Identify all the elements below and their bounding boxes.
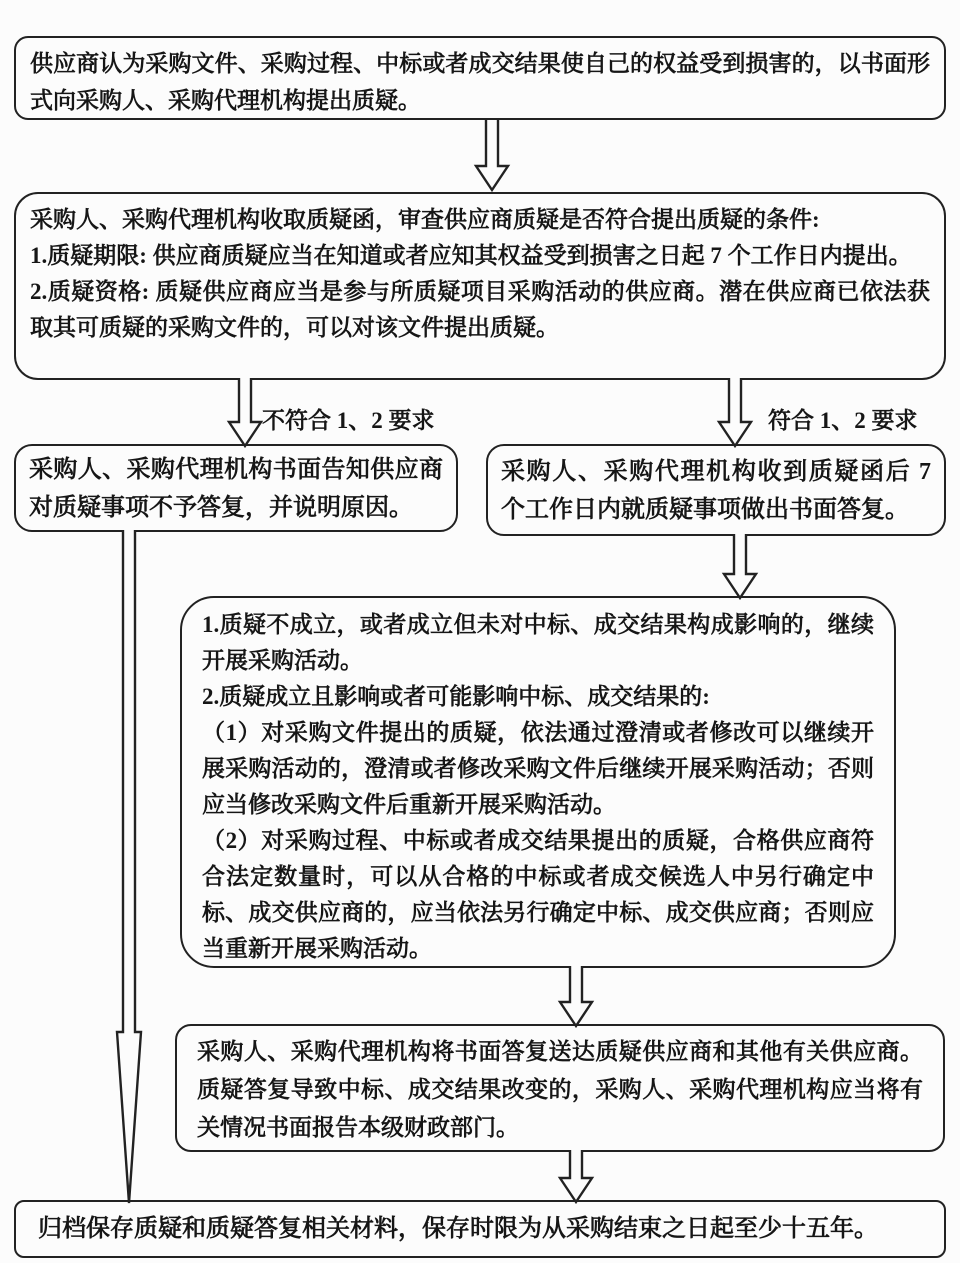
arrow-start-to-review — [476, 120, 508, 190]
node-text-line: 采购人、采购代理机构收取质疑函，审查供应商质疑是否符合提出质疑的条件: — [30, 207, 820, 232]
node-no-reply-notice — [14, 444, 458, 532]
node-review-conditions — [14, 192, 946, 380]
node-text-line: 1.质疑期限: 供应商质疑应当在知道或者应知其权益受到损害之日起 7 个工作日内提出。 — [30, 243, 912, 268]
node-text: 采购人、采购代理机构书面告知供应商对质疑事项不予答复，并说明原因。 — [29, 457, 443, 521]
node-handling-outcomes — [180, 596, 896, 968]
arrow-handling-to-deliver — [560, 966, 592, 1026]
node-text-line: （1）对采购文件提出的质疑，依法通过澄清或者修改可以继续开展采购活动的，澄清或者修改采购文件后继续开展采购活动；否则应当修改采购文件后重新开展采购活动。 — [202, 720, 874, 817]
node-text: 采购人、采购代理机构收到质疑函后 7 个工作日内就质疑事项做出书面答复。 — [501, 459, 931, 523]
node-archive-materials — [14, 1200, 946, 1258]
node-text: 采购人、采购代理机构将书面答复送达质疑供应商和其他有关供应商。质疑答复导致中标、成交结果改变的，采购人、采购代理机构应当将有关情况书面报告本级财政部门。 — [197, 1039, 923, 1140]
arrow-pass-branch — [719, 378, 751, 446]
node-text-line: 2.质疑资格: 质疑供应商应当是参与所质疑项目采购活动的供应商。潜在供应商已依法获取其可质疑的采购文件的，可以对该文件提出质疑。 — [30, 279, 930, 340]
arrow-fail-branch — [229, 378, 261, 446]
branch-label-meeting-requirements: 符合 1、2 要求 — [768, 408, 918, 433]
branch-label-not-meeting-requirements: 不符合 1、2 要求 — [262, 408, 435, 433]
arrow-deliver-to-archive — [560, 1150, 592, 1202]
node-text-line: （2）对采购过程、中标或者成交结果提出的质疑，合格供应商符合法定数量时，可以从合格的中标或者成交候选人中另行确定中标、成交供应商的，应当依法另行确定中标、成交供应商；否则应当重新开展采购活动。 — [202, 828, 874, 961]
node-reply-within-7-days — [486, 444, 946, 536]
node-text-line: 2.质疑成立且影响或者可能影响中标、成交结果的: — [202, 684, 710, 709]
node-supplier-raises-query — [14, 36, 946, 120]
node-deliver-written-reply — [175, 1024, 945, 1152]
arrow-no-reply-to-archive — [117, 530, 141, 1203]
node-text-line: 1.质疑不成立，或者成立但未对中标、成交结果构成影响的，继续开展采购活动。 — [202, 612, 874, 673]
node-text: 归档保存质疑和质疑答复相关材料，保存时限为从采购结束之日起至少十五年。 — [38, 1216, 878, 1242]
arrow-reply-to-handling — [724, 534, 756, 598]
node-text: 供应商认为采购文件、采购过程、中标或者成交结果使自己的权益受到损害的，以书面形式向采购人、采购代理机构提出质疑。 — [30, 51, 930, 113]
